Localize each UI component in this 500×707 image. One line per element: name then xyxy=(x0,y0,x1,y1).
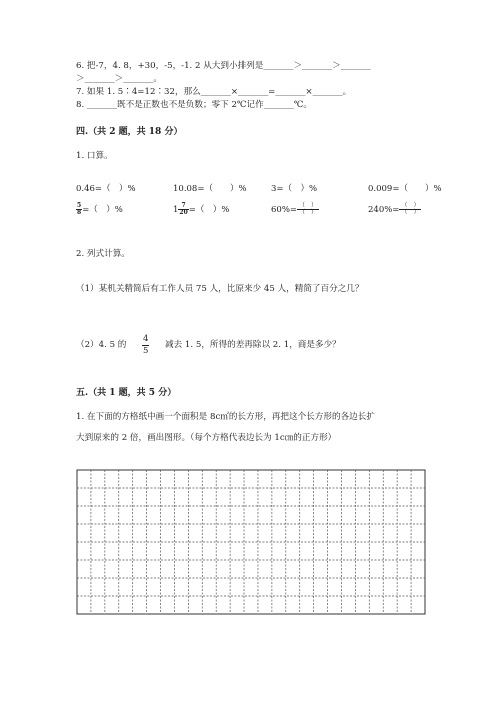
fraction: $\frac{7}{20}$ xyxy=(179,202,188,216)
q7-line: 7. 如果 1. 5∶4=12∶32，那么_______×_______=_______×_______。 xyxy=(76,87,352,97)
section-5-heading: 五.（共 1 题，共 5 分） xyxy=(76,388,177,398)
problem-2-lead: （2）4. 5 的 xyxy=(76,340,127,350)
arith-item: 3=（ ）% xyxy=(271,184,318,194)
arith-item: 0.009=（ ）% xyxy=(368,184,442,194)
arith-item-fraction-a: $\frac{5}{8}$ =（ ）% xyxy=(77,202,123,216)
arith-item: 0.46=（ ）% xyxy=(76,184,136,194)
mental-arithmetic-title: 1. 口算。 xyxy=(76,151,113,161)
q6-line2: ＞_______＞_______。 xyxy=(76,74,162,84)
problem-2-fraction: 4 5 xyxy=(143,334,149,356)
q6-line1: 6. 把-7，4. 8，+30，-5，-1. 2 从大到小排列是_______＞_______＞_______ xyxy=(76,61,371,71)
fraction: $\frac{5}{8}$ xyxy=(77,202,82,216)
fraction: $\frac{( )}{( )}$ xyxy=(299,202,318,216)
column-calc-title: 2. 列式计算。 xyxy=(76,249,130,259)
arith-item-percent-d: 240%= $\frac{( )}{( )}$ xyxy=(368,202,420,216)
drawing-task-line2: 大到原来的 2 倍，画出图形。（每个方格代表边长为 1c㎝的正方形） xyxy=(76,433,337,443)
grid-paper[interactable] xyxy=(76,469,426,615)
problem-2-rest: 减去 1. 5，所得的差再除以 2. 1，商是多少？ xyxy=(165,340,341,350)
fraction: $\frac{( )}{( )}$ xyxy=(401,202,420,216)
drawing-task-line1: 1. 在下面的方格纸中画一个面积是 8c㎡的长方形，再把这个长方形的各边长扩 xyxy=(76,412,375,422)
section-4-heading: 四.（共 2 题，共 18 分） xyxy=(76,127,183,137)
q8-line: 8. _______既不是正数也不是负数；零下 2℃记作_______℃。 xyxy=(76,100,313,110)
arith-item-percent-c: 60%= $\frac{( )}{( )}$ xyxy=(271,202,318,216)
arith-item: 10.08=（ ）% xyxy=(173,184,247,194)
problem-1: （1）某机关精简后有工作人员 75 人，比原来少 45 人，精简了百分之几？ xyxy=(76,284,364,294)
arith-item-fraction-b: 1 $\frac{7}{20}$ =（ ）% xyxy=(173,202,230,216)
